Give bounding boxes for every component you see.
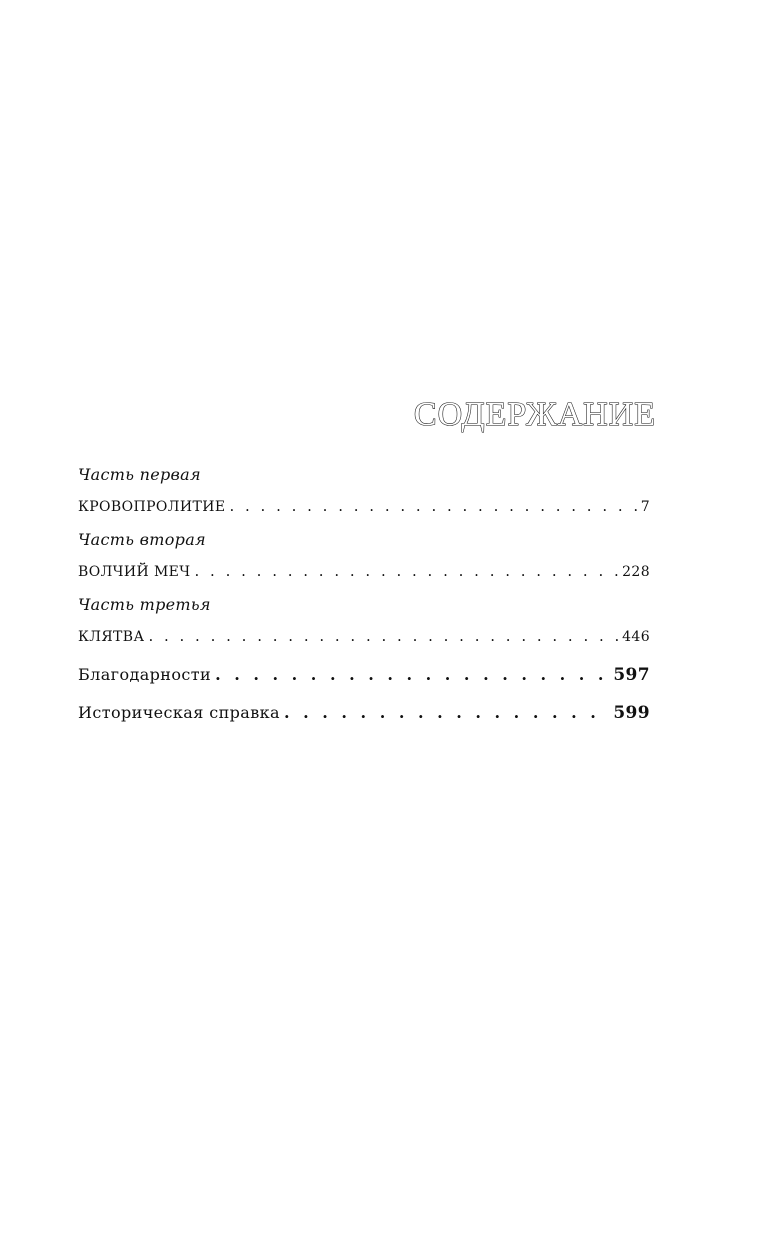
toc-entry-historical-note[interactable] [78, 694, 650, 732]
table-of-contents [78, 460, 650, 732]
entry-page-number: 597 [613, 665, 650, 685]
entry-title: КЛЯТВА [78, 629, 145, 645]
contents-heading: СОДЕРЖАНИЕ [413, 396, 656, 433]
entry-page-number: 446 [622, 629, 650, 645]
entry-page-number: 7 [640, 499, 650, 515]
toc-entry-oath[interactable] [78, 620, 650, 652]
entry-title: КРОВОПРОЛИТИЕ [78, 499, 226, 515]
dot-leader [148, 620, 618, 652]
toc-entry-wolf-sword[interactable] [78, 555, 650, 587]
dot-leader [215, 656, 609, 694]
part-label: Часть третья [78, 595, 211, 614]
dot-leader [284, 694, 609, 732]
toc-part-1 [78, 460, 650, 522]
toc-entry-bloodshed[interactable] [78, 490, 650, 522]
dot-leader [195, 555, 619, 587]
entry-title: Благодарности [78, 665, 212, 684]
entry-title: ВОЛЧИЙ МЕЧ [78, 564, 191, 580]
part-label: Часть первая [78, 465, 201, 484]
entry-page-number: 599 [613, 703, 650, 723]
part-label: Часть вторая [78, 530, 206, 549]
entry-title: Историческая справка [78, 703, 280, 722]
toc-entry-acknowledgements[interactable] [78, 656, 650, 694]
toc-part-3 [78, 590, 650, 652]
toc-part-2 [78, 525, 650, 587]
entry-page-number: 228 [622, 564, 650, 580]
dot-leader [229, 490, 636, 522]
